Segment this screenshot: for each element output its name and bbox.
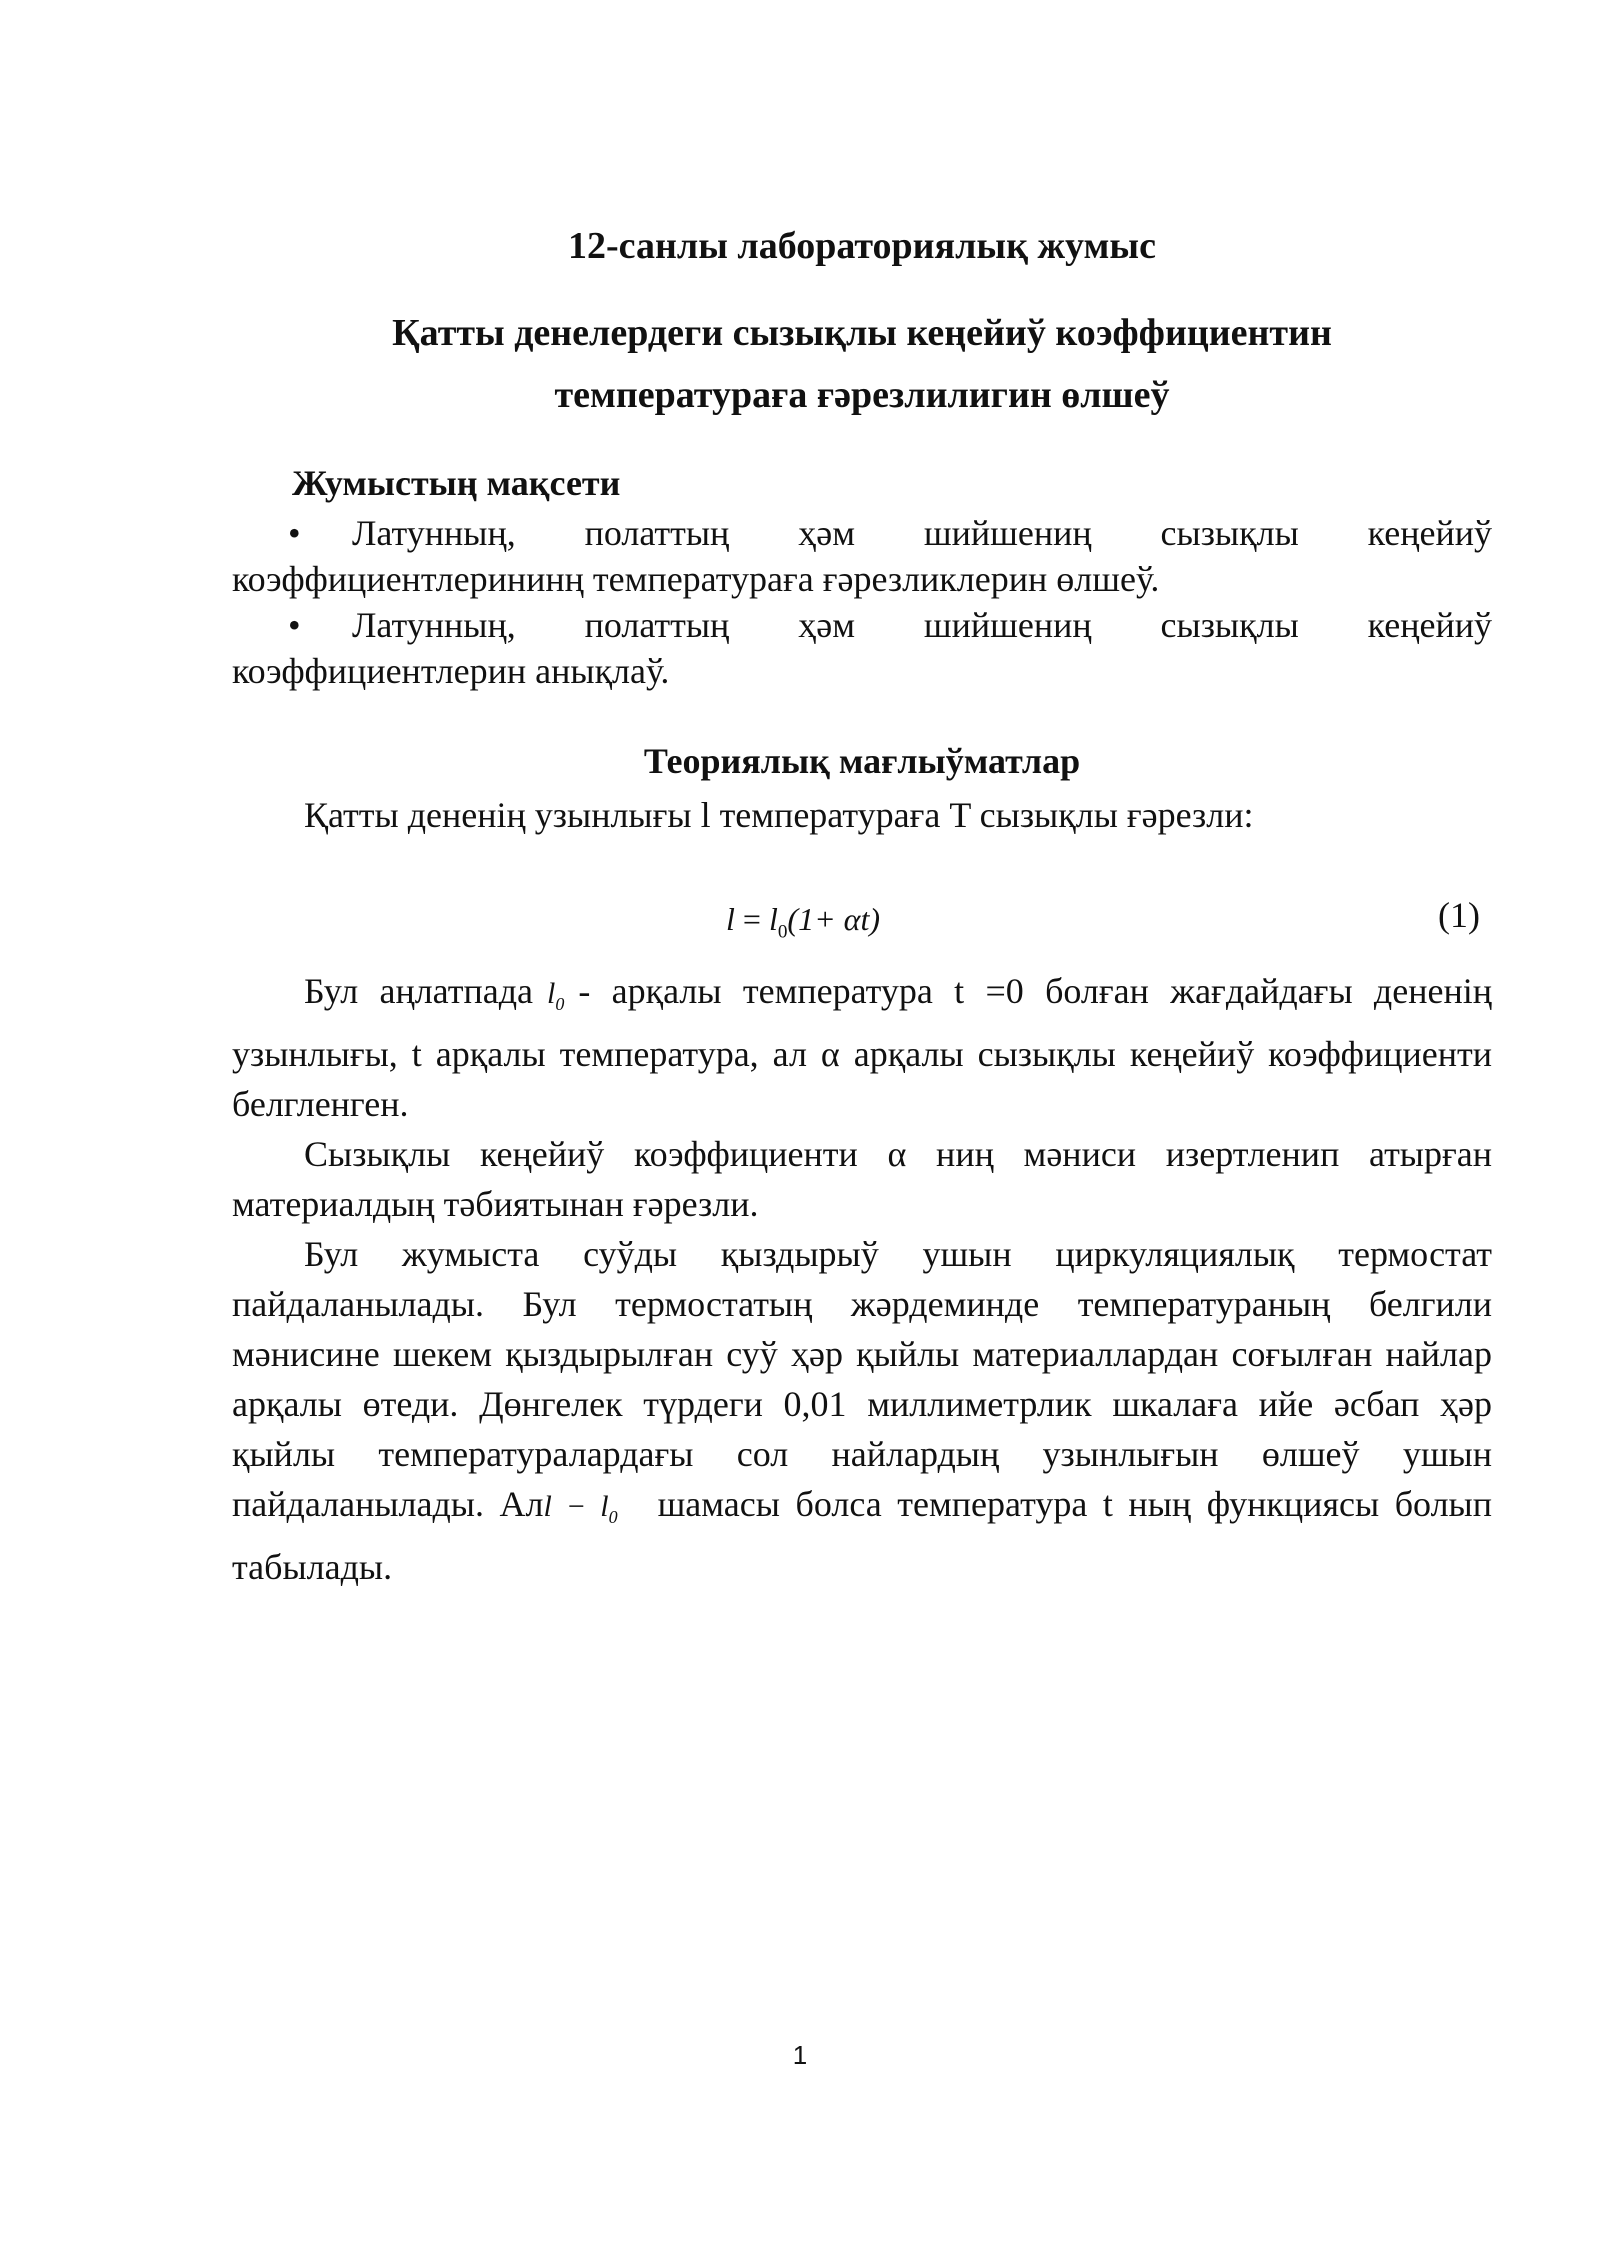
paragraph-1-end: - арқалы температура t =0 болған жағдайдағы дененің узынлығы, t арқалы температура, ал α арқалы сызықлы кеңейиў коэффициенти белгленген. (232, 971, 1493, 1124)
page-content (232, 222, 1492, 1592)
goal-bullet-text: Латунның, полаттың ҳәм шийшениң сызықлы кеңейиў коэффициентлерининң температураға ғәрезликлерин өлшеў. (232, 513, 1492, 599)
bullet-symbol: • (288, 605, 301, 645)
paragraph-3-start: Бул жумыста суўды қыздырыў ушын циркуляциялық термостат пайдаланылады. Бул термостатың жәрдеминде температураның белгили мәнисине шекем қыздырылған суў ҳәр қыйлы материаллардан соғылған найлар арқалы өтеди. Дөнгелек түрдеги 0,01 миллиметрлик шкалаға ийе әсбап ҳәр қыйлы температуралардағы сол найлардың узынлығын өлшеў ушын пайдаланылады. Ал (232, 1234, 1492, 1524)
symbol-l-minus-l0 (543, 1490, 618, 1527)
symbol-l0-sub: 0 (555, 994, 565, 1014)
paragraph-2: Сызықлы кеңейиў коэффициенти α ниң мәниси изертленип атырған материалдың тәбиятынан ғәрезли. (232, 1134, 1492, 1224)
formula-lhs: l (726, 901, 735, 937)
goal-heading: Жумыстың мақсети (292, 463, 621, 503)
paragraph-1-start: Бул аңлатпада (304, 971, 533, 1011)
symbol-l-minus-l0-sub: 0 (608, 1507, 618, 1527)
formula-expression (726, 894, 880, 957)
symbol-l-minus-l0-base: l − l (543, 1490, 609, 1523)
paragraph-1 (232, 966, 1492, 1129)
subtitle-line-2: температураға ғәрезлилигин өлшеў (554, 374, 1170, 416)
goal-bullet-2 (232, 602, 1492, 694)
formula-l0-sub: 0 (777, 921, 788, 943)
formula-equals: = (734, 901, 769, 937)
page-number: 1 (792, 2040, 808, 2070)
theory-heading: Теориялық мағлыўматлар (643, 741, 1081, 781)
symbol-l0 (547, 977, 565, 1014)
subtitle-line-1: Қатты денелердеги сызықлы кеңейиў коэффициентин (392, 312, 1332, 354)
formula-l0-base: l (768, 901, 778, 937)
bullet-symbol: • (288, 513, 301, 553)
formula-1 (232, 890, 1492, 946)
formula-rest: (1+ αt) (787, 901, 881, 937)
paragraph-3-end: шамасы болса температура t ның функциясы болып табылады. (232, 1484, 1492, 1587)
symbol-l0-base: l (547, 977, 556, 1010)
goal-bullet-1 (232, 510, 1492, 602)
goal-bullet-text: Латунның, полаттың ҳәм шийшениң сызықлы кеңейиў коэффициентлерин анықлаў. (232, 605, 1492, 691)
page-title: 12-санлы лабораториялық жумыс (568, 225, 1156, 267)
theory-intro: Қатты дененің узынлығы l температураға T сызықлы ғәрезли: (304, 795, 1254, 835)
formula-number: (1) (1438, 895, 1480, 935)
paragraph-3 (232, 1229, 1492, 1592)
document-subtitle (232, 302, 1492, 426)
